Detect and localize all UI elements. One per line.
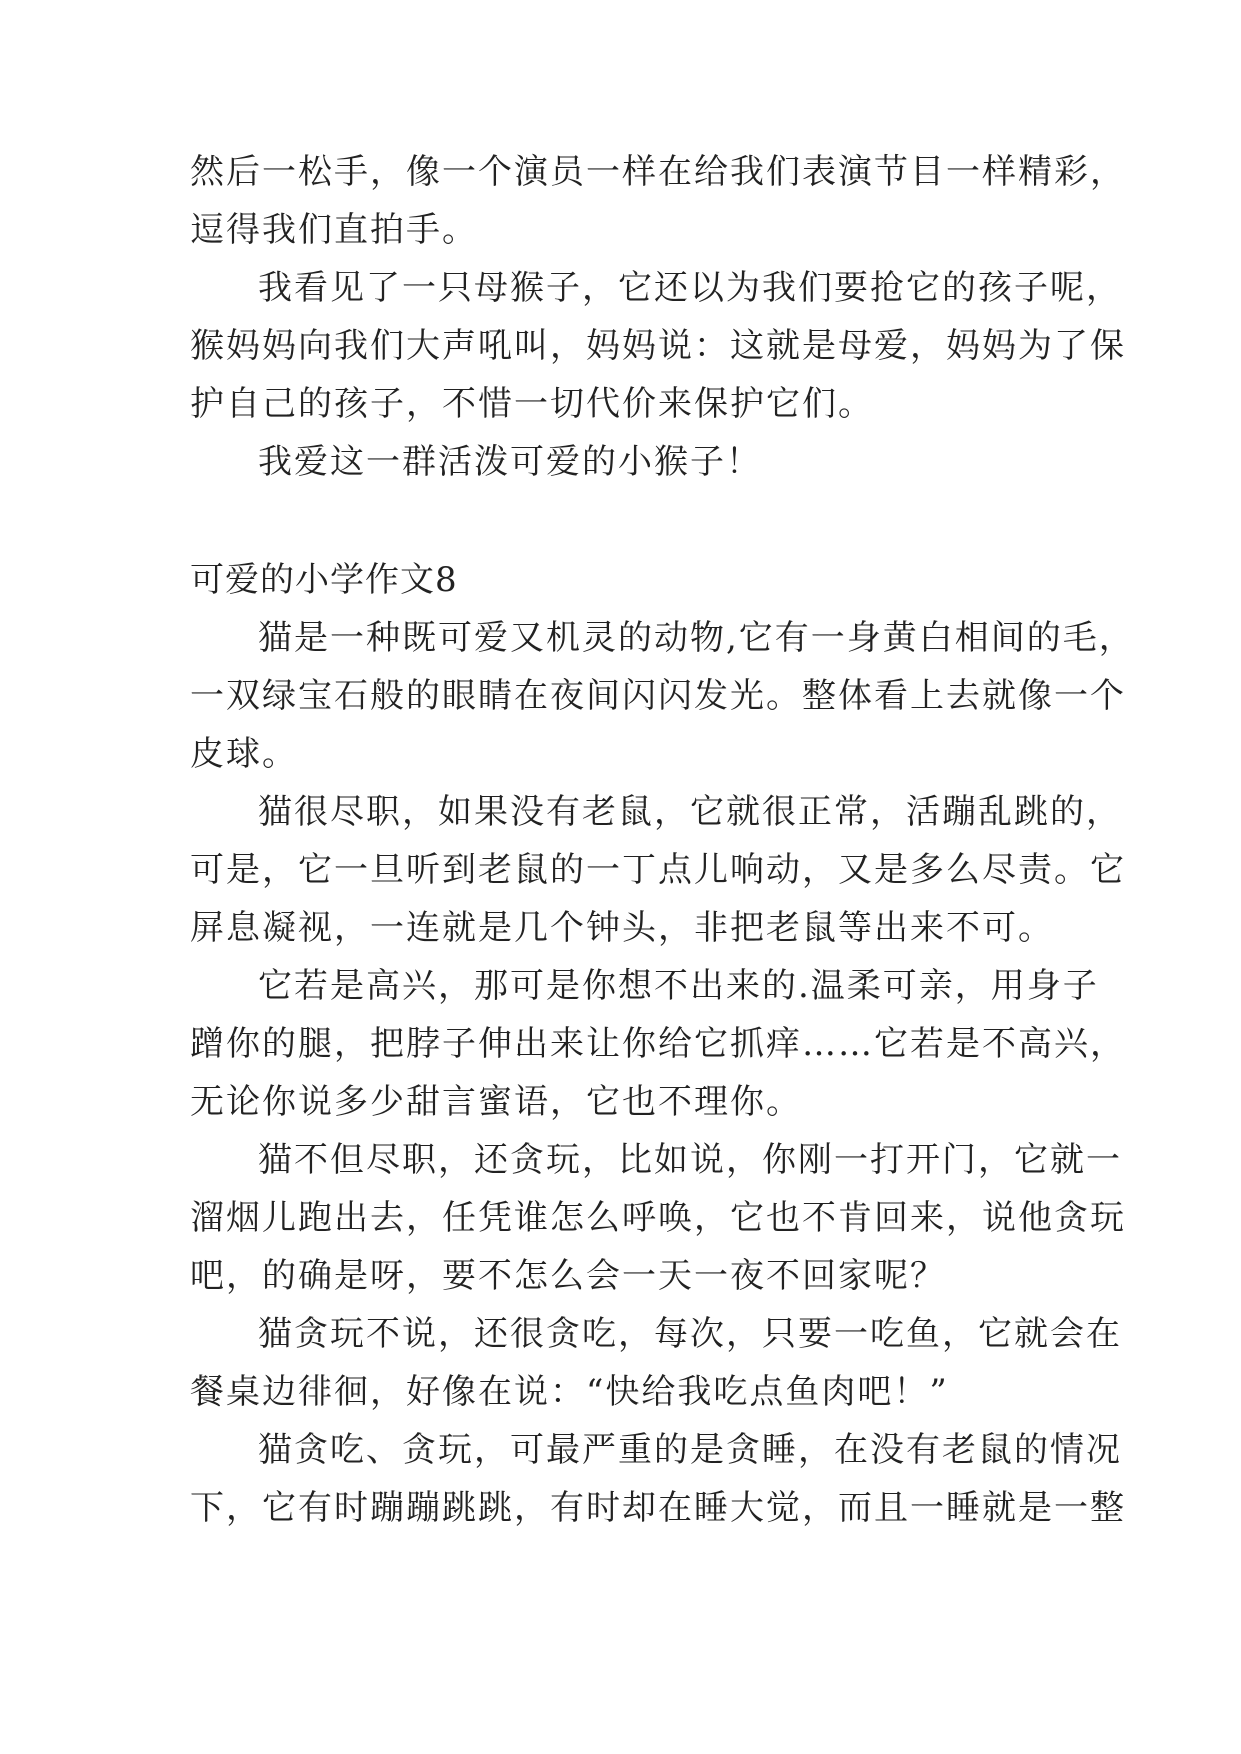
text-line: 溜烟儿跑出去，任凭谁怎么呼唤，它也不肯回来，说他贪玩 <box>190 1198 1126 1238</box>
text-line: 猫是一种既可爱又机灵的动物,它有一身黄白相间的毛， <box>258 618 1135 658</box>
text-line: 餐桌边徘徊，好像在说：“快给我吃点鱼肉吧！” <box>190 1372 949 1412</box>
text-line: 下，它有时蹦蹦跳跳，有时却在睡大觉，而且一睡就是一整 <box>190 1488 1126 1528</box>
text-line: 无论你说多少甜言蜜语，它也不理你。 <box>190 1082 802 1122</box>
text-line: 猫贪玩不说，还很贪吃，每次，只要一吃鱼，它就会在 <box>258 1314 1122 1354</box>
text-line: 护自己的孩子，不惜一切代价来保护它们。 <box>190 384 874 424</box>
text-line: 猫不但尽职，还贪玩，比如说，你刚一打开门，它就一 <box>258 1140 1122 1180</box>
text-line: 猴妈妈向我们大声吼叫，妈妈说：这就是母爱，妈妈为了保 <box>190 326 1126 366</box>
text-line: 它若是高兴，那可是你想不出来的.温柔可亲，用身子 <box>258 966 1099 1006</box>
text-line: 然后一松手，像一个演员一样在给我们表演节目一样精彩， <box>190 152 1126 192</box>
text-line: 吧，的确是呀，要不怎么会一天一夜不回家呢？ <box>190 1256 946 1296</box>
text-line: 我看见了一只母猴子，它还以为我们要抢它的孩子呢， <box>258 268 1122 308</box>
text-line: 逗得我们直拍手。 <box>190 210 478 250</box>
text-line: 皮球。 <box>190 734 298 774</box>
text-line: 屏息凝视，一连就是几个钟头，非把老鼠等出来不可。 <box>190 908 1054 948</box>
text-line: 可是，它一旦听到老鼠的一丁点儿响动，又是多么尽责。它 <box>190 850 1126 890</box>
text-line: 猫很尽职，如果没有老鼠，它就很正常，活蹦乱跳的， <box>258 792 1122 832</box>
section-heading: 可爱的小学作文8 <box>190 560 458 600</box>
text-line: 猫贪吃、贪玩，可最严重的是贪睡，在没有老鼠的情况 <box>258 1430 1122 1470</box>
text-line: 我爱这一群活泼可爱的小猴子！ <box>258 442 762 482</box>
text-line: 蹭你的腿，把脖子伸出来让你给它抓痒……它若是不高兴， <box>190 1024 1126 1064</box>
text-line: 一双绿宝石般的眼睛在夜间闪闪发光。整体看上去就像一个 <box>190 676 1126 716</box>
